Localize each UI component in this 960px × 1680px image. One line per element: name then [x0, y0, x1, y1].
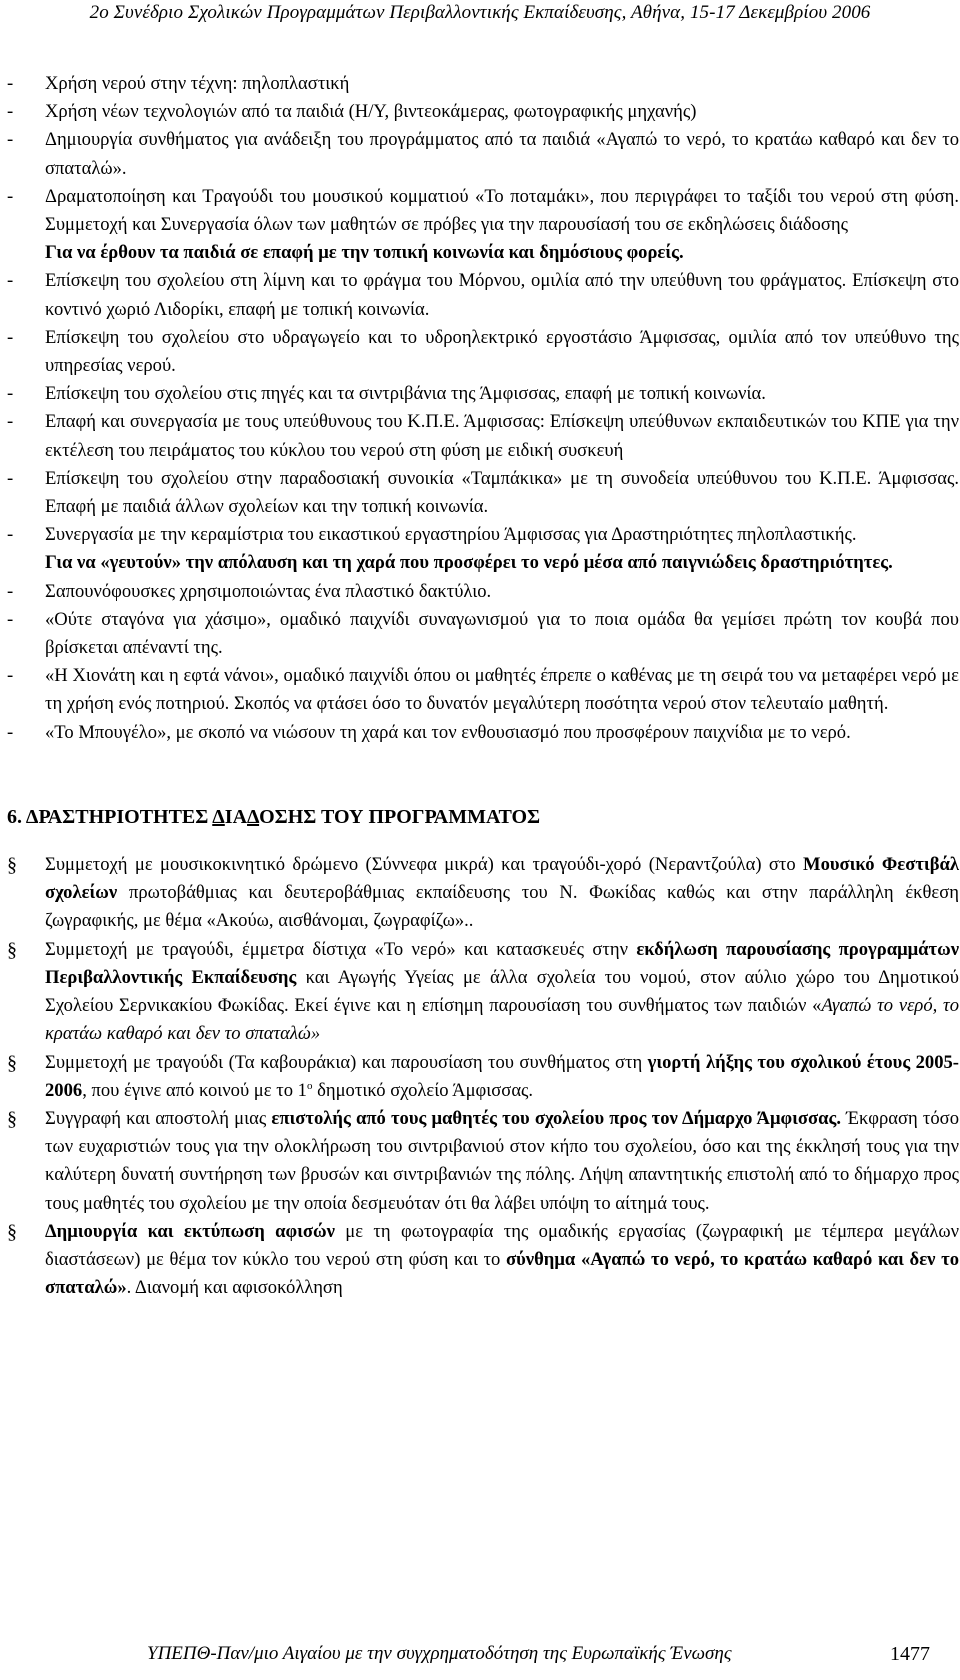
list-item-text: Επίσκεψη του σχολείου στο υδραγωγείο και το υδροηλεκτρικό εργοστάσιο Άμφισσας, ομιλία από τον υπεύθυνο της υπηρεσίας νερού.	[45, 326, 959, 377]
running-header: 2ο Συνέδριο Σχολικών Προγραμμάτων Περιβαλλοντικής Εκπαίδευσης, Αθήνα, 15-17 Δεκεμβρίου 2006	[89, 2, 871, 23]
list-item	[7, 606, 959, 662]
section-sign-marker: §	[7, 938, 17, 961]
section-text-bold: γιορτή λήξης του σχολικού έτους 2005-2006	[45, 1051, 959, 1101]
section-text: . Διανομή και αφισοκόλληση	[126, 1277, 343, 1299]
list-item	[7, 183, 959, 239]
list-item-text: Επίσκεψη του σχολείου στη λίμνη και το φράγμα του Μόρνου, ομιλία από την υπεύθυνη του φράγματος. Επίσκεψη στο κοντινό χωριό Λιδορίκι, επαφή με τοπική κοινωνία.	[45, 270, 959, 320]
list-item	[7, 98, 959, 126]
list-item-text: Χρήση νέων τεχνολογιών από τα παιδιά (Η/Υ, βιντεοκάμερας, φωτογραφικής μηχανής)	[45, 101, 697, 123]
page-number: 1477	[890, 1643, 930, 1665]
list-item-text: Δημιουργία συνθήματος για ανάδειξη του προγράμματος από τα παιδιά «Αγαπώ το νερό, το κρατάω καθαρό και δεν το σπαταλώ».	[45, 129, 959, 179]
dash-marker: -	[7, 101, 14, 123]
dash-marker: -	[7, 73, 14, 94]
section-text: με τη φωτογραφία της ομαδικής εργασίας (ζωγραφική με τέμπερα μεγάλων διαστάσεων) με θέμα τον κύκλο του νερού στη φύση και το	[45, 1220, 959, 1270]
list-item	[7, 380, 959, 408]
section-text: και Αγωγής Υγείας με άλλα σχολεία του νομού, στον αύλιο χώρο του Δημοτικού Σχολείου Σερνικακίου Φωκίδας. Εκεί έγινε και η επίσημη παρουσίαση του συνθήματος των παιδιών «	[45, 966, 959, 1017]
list-item	[7, 408, 959, 464]
section-title-part: Δ	[247, 805, 260, 828]
dash-marker: -	[7, 524, 14, 546]
list-item	[7, 465, 959, 521]
section-title-part: ΙΑ	[224, 805, 248, 828]
list-item	[7, 719, 959, 747]
list-item-text: «Το Μπουγέλο», με σκοπό να νιώσουν τη χαρά και τον ενθουσιασμό που προσφέρουν παιχνίδια με το νερό.	[45, 721, 851, 743]
list-item-text: Επαφή και συνεργασία με τους υπεύθυνους του Κ.Π.Ε. Άμφισσας: Επίσκεψη υπεύθυνων εκπαιδευτικών του ΚΠΕ για την εκτέλεση του πειράματος του κύκλου του νερού στη φύση με ειδική συσκευή	[45, 411, 959, 461]
section-text-bold: σύνθημα «Αγαπώ το νερό, το κρατάω καθαρό και δεν το σπαταλώ»	[45, 1248, 959, 1299]
section-item	[7, 1049, 959, 1105]
section-sign-marker: §	[7, 1220, 17, 1243]
section-text: Συγγραφή και αποστολή μιας	[45, 1107, 272, 1129]
list-item	[7, 662, 959, 718]
list-item-text: «Η Χιονάτη και η εφτά νάνοι», ομαδικό παιχνίδι όπου οι μαθητές έπρεπε ο καθένας με τη σειρά του να μεταφέρει νερό με τη χρήση ενός ποτηριού. Σκοπός να φτάσει όσο το δυνατόν μεγαλύτερη ποσότητα νερού στον τελευταίο μαθητή.	[45, 665, 959, 715]
section-text: δημοτικό σχολείο Άμφισσας.	[312, 1079, 534, 1101]
section-text-bold: Μουσικό Φεστιβάλ σχολείων	[45, 854, 959, 904]
section-heading	[7, 803, 959, 831]
list-item-text: Επίσκεψη του σχολείου στις πηγές και τα σιντριβάνια της Άμφισσας, επαφή με τοπική κοινωνία.	[45, 383, 766, 405]
list-item	[7, 70, 959, 98]
section-sign-marker: §	[7, 1107, 17, 1130]
section-title-part: ΔΡΑΣΤΗΡΙΟΤΗΤΕΣ	[25, 805, 213, 828]
list-item-text: Χρήση νερού στην τέχνη: πηλοπλαστική	[45, 73, 350, 94]
section-sign-marker: §	[7, 854, 17, 877]
dash-marker: -	[7, 467, 14, 489]
section-item	[7, 1105, 959, 1218]
footer-text: ΥΠΕΠΘ-Παν/μιο Αιγαίου με την συγχρηματοδότηση της Ευρωπαϊκής Ένωσης	[147, 1643, 732, 1664]
dash-marker: -	[7, 411, 14, 433]
subheading: Για να «γευτούν» την απόλαυση και τη χαρά που προσφέρει το νερό μέσα από παιγνιώδεις δραστηριότητες.	[45, 552, 893, 574]
section-text: Συμμετοχή με τραγούδι, έμμετρα δίστιχα «Το νερό» και κατασκευές στην	[45, 938, 637, 960]
list-item	[7, 267, 959, 323]
dash-marker: -	[7, 270, 14, 292]
section-text-bold: Δημιουργία και εκτύπωση αφισών	[45, 1220, 335, 1242]
page-body	[7, 70, 959, 1302]
section-text-bold: επιστολής από τους μαθητές του σχολείου προς τον Δήμαρχο Άμφισσας.	[271, 1107, 841, 1129]
dash-marker: -	[7, 129, 14, 151]
list-item-text: Δραματοποίηση και Τραγούδι του μουσικού κομματιού «Το ποταμάκι», που περιγράφει το ταξίδι του νερού στη φύση. Συμμετοχή και Συνεργασία όλων των μαθητών σε πρόβες για την παρουσίασή του σε εκδηλώσεις διάδοσης	[45, 185, 959, 236]
section-number: 6.	[7, 805, 22, 828]
list-item	[7, 324, 959, 380]
section-title-part: ΟΣΗΣ ΤΟΥ ΠΡΟΓΡΑΜΜΑΤΟΣ	[259, 805, 541, 828]
section-text: Έκφραση τόσο των ευχαριστιών τους για την ολοκλήρωση του σιντριβανιού στον κήπο του σχολείου, όσο και της έκκλησή τους για την καλύτερη δυνατή συντήρηση των βρυσών και σιντριβανιών της πόλης. Λήψη απαντητικής επιστολή από το δήμαρχο προς τους μαθητές του σχολείου με την οποία δεσμευόταν ότι θα λάβει υπόψη το αίτημά τους.	[45, 1107, 959, 1214]
dash-marker: -	[7, 665, 14, 687]
section-item	[7, 1218, 959, 1303]
section-item	[7, 936, 959, 1049]
list-item	[7, 578, 959, 606]
dash-marker: -	[7, 580, 14, 602]
dash-marker: -	[7, 383, 14, 405]
section-title-part: Δ	[212, 805, 225, 828]
subheading: Για να έρθουν τα παιδιά σε επαφή με την τοπική κοινωνία και δημόσιους φορείς.	[45, 242, 684, 264]
list-item	[7, 521, 959, 549]
dash-marker: -	[7, 721, 14, 743]
running-footer	[0, 1643, 960, 1673]
dash-marker: -	[7, 608, 14, 630]
spacer	[7, 747, 959, 803]
section-text: Συμμετοχή με μουσικοκινητικό δρώμενο (Σύννεφα μικρά) και τραγούδι-χορό (Νεραντζούλα) στο	[45, 854, 804, 876]
dash-marker: -	[7, 185, 14, 207]
section-text-italic: Αγαπώ το νερό, το κρατάω καθαρό και δεν το σπαταλώ»	[45, 995, 959, 1045]
section-text-bold: εκδήλωση παρουσίασης προγραμμάτων Περιβαλλοντικής Εκπαίδευσης	[45, 938, 959, 988]
superscript: ο	[306, 1079, 313, 1092]
list-item-text: Συνεργασία με την κεραμίστρια του εικαστικού εργαστηρίου Άμφισσας για Δραστηριότητες πηλοπλαστικής.	[45, 524, 857, 546]
list-item-text: Επίσκεψη του σχολείου στην παραδοσιακή συνοικία «Ταμπάκικα» με τη συνοδεία υπεύθυνου του Κ.Π.Ε. Άμφισσας. Επαφή με παιδιά άλλων σχολείων και την τοπική κοινωνία.	[45, 467, 959, 518]
section-sign-marker: §	[7, 1051, 17, 1074]
section-item	[7, 851, 959, 936]
section-text: πρωτοβάθμιας και δευτεροβάθμιας εκπαίδευσης του Ν. Φωκίδας καθώς και στην παράλληλη έκθεση ζωγραφικής, με θέμα «Ακούω, αισθάνομαι, ζωγραφίζω»..	[45, 882, 959, 932]
section-text: Συμμετοχή με τραγούδι (Τα καβουράκια) και παρουσίαση του συνθήματος στη	[45, 1051, 648, 1073]
list-item	[7, 126, 959, 182]
dash-marker: -	[7, 326, 14, 348]
section-text: , που έγινε από κοινού με το 1	[82, 1079, 307, 1101]
list-item-text: «Ούτε σταγόνα για χάσιμο», ομαδικό παιχνίδι συναγωνισμού για το ποια ομάδα θα γεμίσει πρώτη τον κουβά που βρίσκεται απέναντί της.	[45, 608, 959, 659]
list-item-text: Σαπουνόφουσκες χρησιμοποιώντας ένα πλαστικό δακτύλιο.	[45, 580, 492, 602]
